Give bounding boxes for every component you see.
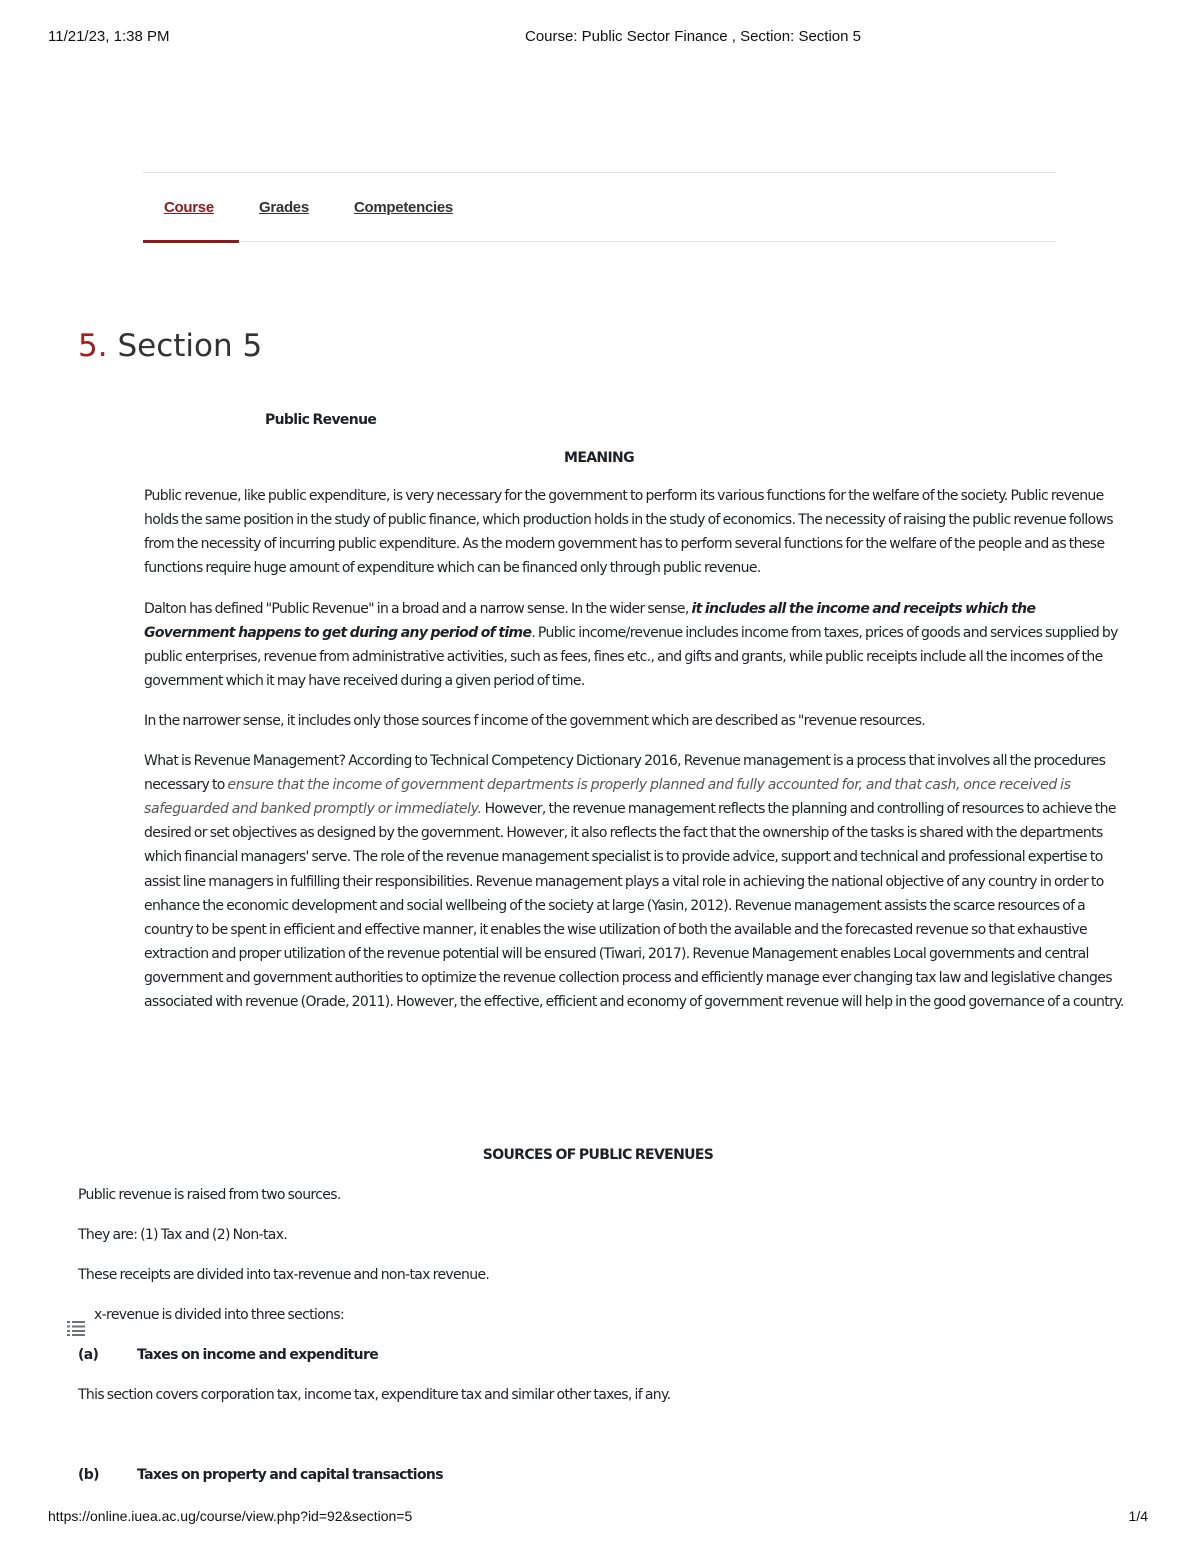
sources-line-4: x-revenue is divided into three sections: xyxy=(94,1307,345,1323)
list-item-text: Taxes on property and capital transactions xyxy=(137,1467,443,1483)
paragraph-narrow-sense: In the narrower sense, it includes only those sources f income of the government which are described as "revenue resources. xyxy=(144,712,926,729)
print-footer xyxy=(0,1508,1200,1528)
list-item-label: (a) xyxy=(78,1347,99,1363)
section-summary xyxy=(144,408,1124,1030)
heading-meaning: MEANING xyxy=(564,450,634,467)
paragraph-public-revenue-intro: Public revenue, like public expenditure, is very necessary for the government to perform its various functions for the welfare of the society. Public revenue holds the same position in the study of public finance, which production holds in the study of economics. The necessity of raising the public revenue follows from the necessity of incurring public expenditure. As the modern government has to perform several functions for the welfare of the people and as these functions require huge amount of expenditure which can be financed only through public revenue. xyxy=(144,488,1113,577)
list-item-a-description: This section covers corporation tax, income tax, expenditure tax and similar other taxes, if any. xyxy=(78,1387,671,1403)
active-tab-indicator xyxy=(143,240,239,243)
sources-line-1: Public revenue is raised from two sources. xyxy=(78,1187,341,1203)
sources-section xyxy=(78,1143,1118,1503)
section-heading xyxy=(78,328,262,364)
course-secondary-nav xyxy=(143,172,1056,242)
nav-tab-grades[interactable]: Grades xyxy=(259,199,309,216)
section-title: Section 5 xyxy=(117,328,263,364)
emphasis-text: it includes all the income and receipts which the Government happens to get during any period of time xyxy=(144,600,1036,641)
heading-sources: SOURCES OF PUBLIC REVENUES xyxy=(482,1147,714,1163)
print-page-number: 1/4 xyxy=(1128,1508,1148,1524)
print-url: https://online.iuea.ac.ug/course/view.php?id=92&section=5 xyxy=(48,1508,413,1524)
nav-tab-competencies[interactable]: Competencies xyxy=(354,199,453,216)
print-page-title: Course: Public Sector Finance , Section: Section 5 xyxy=(524,28,861,45)
paragraph-text: What is Revenue Management? According to Technical Competency Dictionary 2016, Revenue management is a process that involves all the procedures necessary to xyxy=(144,753,1106,794)
paragraph-dalton-definition xyxy=(144,597,1124,693)
paragraph-text: Dalton has defined "Public Revenue" in a broad and a narrow sense. In the wider sense, xyxy=(144,600,692,617)
list-icon[interactable] xyxy=(66,1319,86,1337)
sources-line-2: They are: (1) Tax and (2) Non-tax. xyxy=(78,1227,288,1243)
list-item-text: Taxes on income and expenditure xyxy=(137,1347,379,1363)
paragraph-text: However, the revenue management reflects the planning and controlling of resources to achieve the desired or set objectives as designed by the government. However, it also reflects the fact that the ownership of the tasks is shared with the departments which financial managers' serve. The role of the revenue management specialist is to provide advice, support and technical and professional expertise to assist line managers in fulfilling their responsibilities. Revenue management plays a vital role in achieving the national objective of any country in order to enhance the economic development and social wellbeing of the society at large (Yasin, 2012). Revenue management assists the scarce resources of a country to be spent in efficient and effective manner, it enables the wise utilization of both the available and the forecasted revenue so that exhaustive extraction and proper utilization of the revenue potential will be ensured (Tiwari, 2017). Revenue Management enables Local governments and central government and government authorities to optimize the revenue collection process and efficiently manage ever changing tax law and legislative changes associated with revenue (Orade, 2011). However, the effective, efficient and economy of government revenue will help in the good governance of a country. xyxy=(144,801,1124,1010)
section-number: 5. xyxy=(78,328,108,364)
nav-tab-course[interactable]: Course xyxy=(164,199,214,216)
print-datetime: 11/21/23, 1:38 PM xyxy=(48,28,170,45)
list-item-a xyxy=(78,1343,1118,1367)
paragraph-text: . Public income/revenue includes income from taxes, prices of goods and services supplied by public enterprises, revenue from administrative activities, such as fees, fines etc., and gifts and grants, while public receipts include all the incomes of the government which it may have received during a given period of time. xyxy=(144,624,1118,689)
list-item-b xyxy=(78,1463,1118,1487)
list-item-label: (b) xyxy=(78,1467,99,1483)
paragraph-revenue-management xyxy=(144,749,1124,1014)
subtitle-public-revenue: Public Revenue xyxy=(265,412,377,428)
print-header xyxy=(0,28,1200,48)
sources-line-3: These receipts are divided into tax-revenue and non-tax revenue. xyxy=(78,1267,490,1283)
quoted-text: ensure that the income of government departments is properly planned and fully accounted for, and that cash, once received is safeguarded and banked promptly or immediately. xyxy=(144,777,1071,818)
